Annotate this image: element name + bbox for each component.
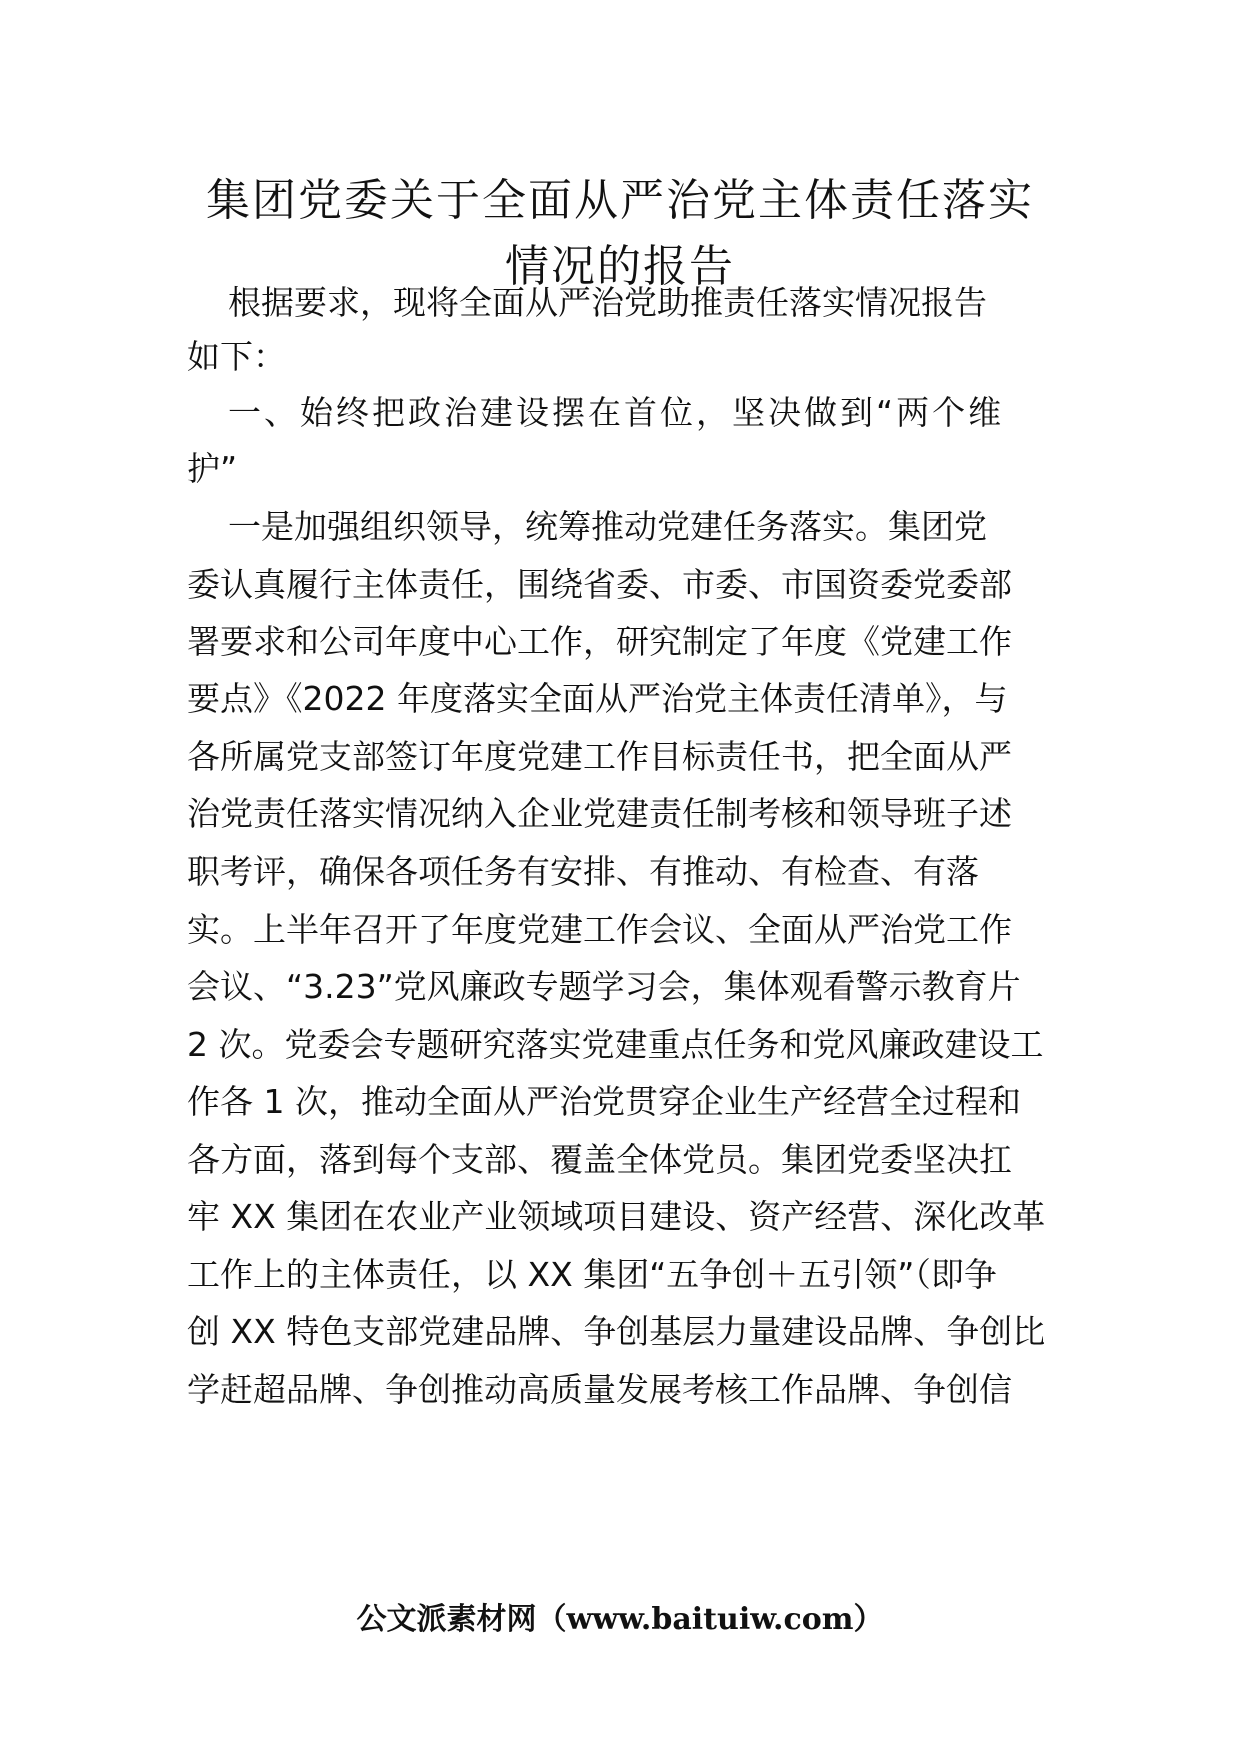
body-line: 牢 XX 集团在农业产业领域项目建设、资产经营、深化改革 bbox=[187, 1197, 1046, 1236]
body-line: 如下： bbox=[187, 337, 286, 376]
section-heading-line: 一、始终把政治建设摆在首位，坚决做到“两个维 bbox=[228, 393, 1005, 432]
body-line: 2 次。党委会专题研究落实党建重点任务和党风廉政建设工 bbox=[187, 1025, 1044, 1064]
body-line: 各所属党支部签订年度党建工作目标责任书，把全面从严 bbox=[187, 737, 1012, 776]
body-line: 各方面，落到每个支部、覆盖全体党员。集团党委坚决扛 bbox=[187, 1140, 1012, 1179]
body-line: 职考评，确保各项任务有安排、有推动、有检查、有落 bbox=[187, 852, 979, 891]
footer-watermark: 公文派素材网（www.baituiw.com） bbox=[356, 1602, 884, 1637]
body-line: 根据要求，现将全面从严治党助推责任落实情况报告 bbox=[228, 283, 987, 322]
body-line: 治党责任落实情况纳入企业党建责任制考核和领导班子述 bbox=[187, 794, 1012, 833]
body-line: 作各 1 次，推动全面从严治党贯穿企业生产经营全过程和 bbox=[187, 1082, 1021, 1121]
section-heading-line: 护” bbox=[187, 449, 238, 488]
body-line: 署要求和公司年度中心工作，研究制定了年度《党建工作 bbox=[187, 622, 1012, 661]
body-line: 要点》《2022 年度落实全面从严治党主体责任清单》，与 bbox=[187, 679, 1008, 718]
body-line: 学赶超品牌、争创推动高质量发展考核工作品牌、争创信 bbox=[187, 1370, 1012, 1409]
body-line: 实。上半年召开了年度党建工作会议、全面从严治党工作 bbox=[187, 910, 1012, 949]
body-line: 会议、“3.23”党风廉政专题学习会，集体观看警示教育片 bbox=[187, 967, 1021, 1006]
body-line: 工作上的主体责任，以 XX 集团“五争创＋五引领”（即争 bbox=[187, 1255, 997, 1294]
body-line: 一是加强组织领导，统筹推动党建任务落实。集团党 bbox=[228, 507, 987, 546]
body-line: 委认真履行主体责任，围绕省委、市委、市国资委党委部 bbox=[187, 565, 1012, 604]
body-line: 创 XX 特色支部党建品牌、争创基层力量建设品牌、争创比 bbox=[187, 1312, 1046, 1351]
document-title-line-1: 集团党委关于全面从严治党主体责任落实 bbox=[206, 175, 1034, 226]
document-title-line-2: 情况的报告 bbox=[505, 241, 735, 292]
